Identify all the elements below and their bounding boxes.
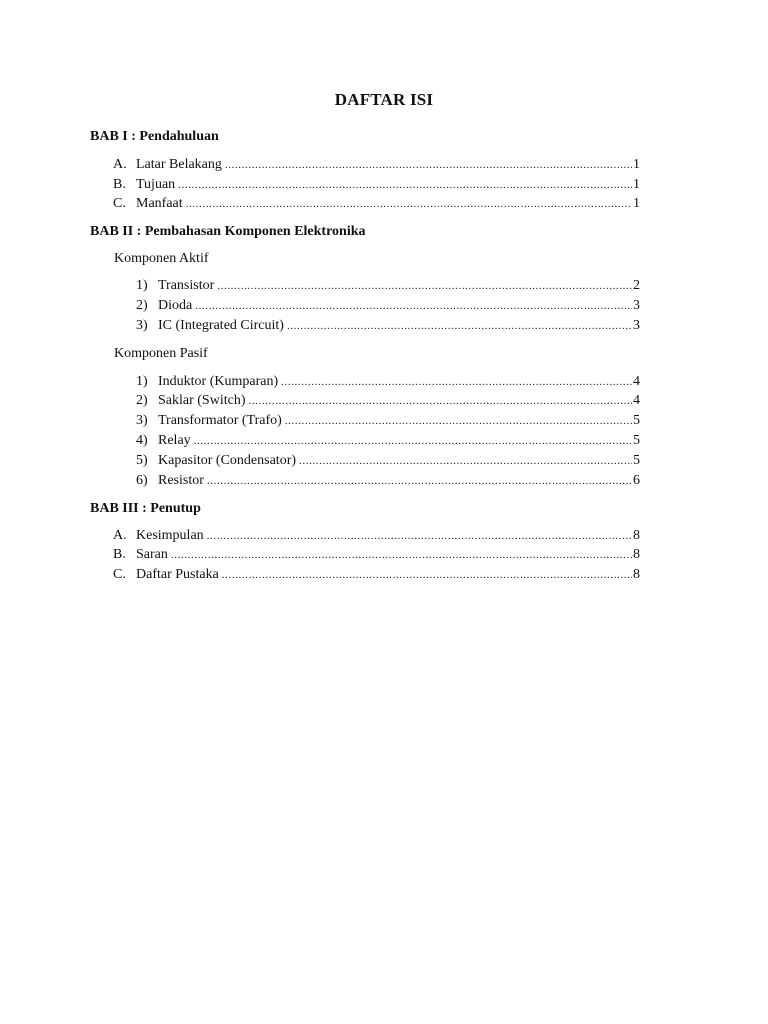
toc-entry-ic[interactable]: [136, 316, 640, 336]
toc-entry-marker: 2): [136, 298, 148, 313]
dot-leader: [217, 276, 632, 296]
toc-entry-induktor[interactable]: [136, 372, 640, 392]
toc-entry-page-number: 1: [633, 157, 640, 172]
toc-entry-marker: 4): [136, 433, 148, 448]
toc-entry-marker: B.: [113, 177, 126, 192]
dot-leader: [207, 471, 632, 491]
section-heading-komponen-aktif: Komponen Aktif: [114, 251, 209, 266]
dot-leader: [186, 194, 632, 214]
toc-entry-page-number: 6: [633, 473, 640, 488]
dot-leader: [195, 296, 632, 316]
toc-entry-page-number: 8: [633, 567, 640, 582]
toc-entry-transformator[interactable]: [136, 411, 640, 431]
toc-entry-title: Kapasitor (Condensator): [158, 453, 297, 468]
toc-entry-title: Latar Belakang: [136, 157, 222, 172]
dot-leader: [171, 545, 632, 565]
toc-entry-page-number: 4: [633, 393, 640, 408]
toc-entry-page-number: 5: [633, 433, 640, 448]
toc-entry-saklar[interactable]: [136, 391, 640, 411]
toc-entry-title: Transistor: [158, 278, 215, 293]
toc-entry-marker: 3): [136, 413, 148, 428]
chapter-heading-bab-3: BAB III : Penutup: [90, 501, 201, 516]
toc-entry-marker: C.: [113, 196, 126, 211]
toc-entry-page-number: 3: [633, 318, 640, 333]
toc-entry-dioda[interactable]: [136, 296, 640, 316]
dot-leader: [285, 411, 632, 431]
toc-entry-manfaat[interactable]: [113, 194, 640, 214]
toc-entry-page-number: 1: [633, 177, 640, 192]
toc-entry-title: IC (Integrated Circuit): [158, 318, 284, 333]
chapter-heading-bab-1: BAB I : Pendahuluan: [90, 129, 219, 144]
toc-entry-title: Manfaat: [136, 196, 183, 211]
toc-entry-marker: C.: [113, 567, 126, 582]
chapter-heading-bab-2: BAB II : Pembahasan Komponen Elektronika: [90, 224, 366, 239]
toc-entry-page-number: 3: [633, 298, 640, 313]
toc-entry-marker: 2): [136, 393, 148, 408]
section-heading-komponen-pasif: Komponen Pasif: [114, 346, 208, 361]
toc-entry-marker: 1): [136, 278, 148, 293]
toc-entry-title: Induktor (Kumparan): [158, 374, 279, 389]
toc-entry-marker: 5): [136, 453, 148, 468]
dot-leader: [281, 372, 632, 392]
toc-entry-title: Resistor: [158, 473, 204, 488]
toc-entry-title: Relay: [158, 433, 191, 448]
dot-leader: [287, 316, 632, 336]
toc-entry-transistor[interactable]: [136, 276, 640, 296]
dot-leader: [178, 175, 632, 195]
toc-entry-kesimpulan[interactable]: [113, 526, 640, 546]
toc-entry-marker: A.: [113, 528, 127, 543]
toc-entry-page-number: 5: [633, 453, 640, 468]
toc-entry-title: Transformator (Trafo): [158, 413, 282, 428]
toc-entry-kapasitor[interactable]: [136, 451, 640, 471]
toc-entry-daftar-pustaka[interactable]: [113, 565, 640, 585]
page-title: DAFTAR ISI: [334, 90, 434, 109]
toc-entry-title: Kesimpulan: [136, 528, 204, 543]
toc-entry-marker: 3): [136, 318, 148, 333]
toc-entry-title: Saklar (Switch): [158, 393, 246, 408]
toc-entry-latar-belakang[interactable]: [113, 155, 640, 175]
toc-entry-title: Dioda: [158, 298, 193, 313]
toc-entry-relay[interactable]: [136, 431, 640, 451]
toc-entry-marker: 6): [136, 473, 148, 488]
dot-leader: [207, 526, 632, 546]
toc-entry-page-number: 2: [633, 278, 640, 293]
toc-entry-title: Saran: [136, 547, 168, 562]
toc-entry-page-number: 8: [633, 528, 640, 543]
toc-entry-title: Daftar Pustaka: [136, 567, 219, 582]
dot-leader: [194, 431, 632, 451]
toc-entry-marker: B.: [113, 547, 126, 562]
dot-leader: [248, 391, 632, 411]
dot-leader: [225, 155, 632, 175]
toc-entry-title: Tujuan: [136, 177, 176, 192]
toc-entry-page-number: 5: [633, 413, 640, 428]
toc-entry-page-number: 4: [633, 374, 640, 389]
dot-leader: [222, 565, 632, 585]
toc-entry-page-number: 8: [633, 547, 640, 562]
toc-entry-saran[interactable]: [113, 545, 640, 565]
toc-entry-tujuan[interactable]: [113, 175, 640, 195]
toc-entry-marker: 1): [136, 374, 148, 389]
toc-entry-resistor[interactable]: [136, 471, 640, 491]
toc-entry-marker: A.: [113, 157, 127, 172]
dot-leader: [299, 451, 632, 471]
toc-entry-page-number: 1: [633, 196, 640, 211]
